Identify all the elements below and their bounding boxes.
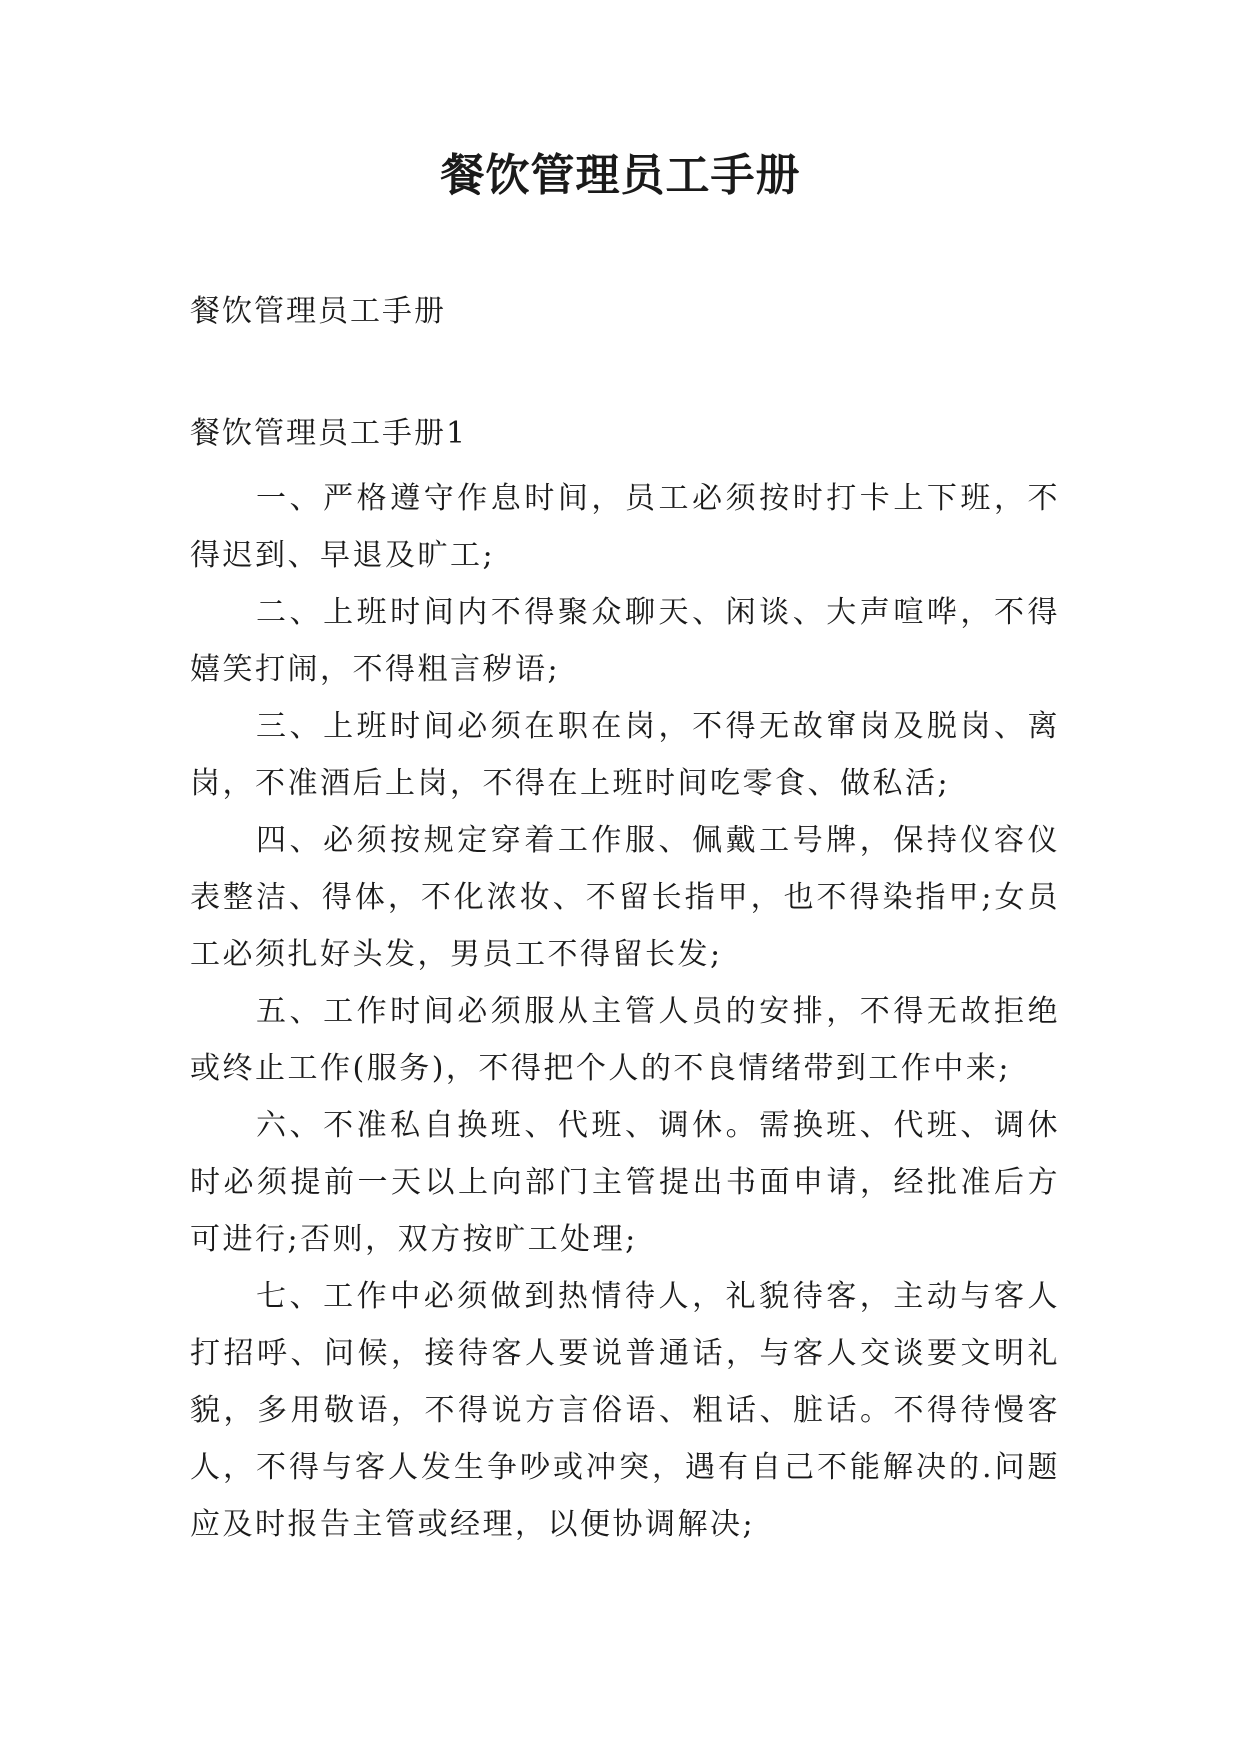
document-body <box>190 470 1060 1553</box>
rule-paragraph-7: 七、工作中必须做到热情待人，礼貌待客，主动与客人打招呼、问候，接待客人要说普通话，与客人交谈要文明礼貌，多用敬语，不得说方言俗语、粗话、脏话。不得待慢客人，不得与客人发生争吵或冲突，遇有自己不能解决的.问题应及时报告主管或经理，以便协调解决; <box>190 1279 1060 1542</box>
rule-paragraph-1: 一、严格遵守作息时间，员工必须按时打卡上下班，不得迟到、早退及旷工; <box>190 481 1060 573</box>
rule-paragraph-3: 三、上班时间必须在职在岗，不得无故窜岗及脱岗、离岗，不准酒后上岗，不得在上班时间吃零食、做私活; <box>190 709 1060 801</box>
rule-paragraph-5: 五、工作时间必须服从主管人员的安排，不得无故拒绝或终止工作(服务)，不得把个人的不良情绪带到工作中来; <box>190 994 1060 1086</box>
rule-paragraph-2: 二、上班时间内不得聚众聊天、闲谈、大声喧哗，不得嬉笑打闹，不得粗言秽语; <box>190 595 1060 687</box>
document-title: 餐饮管理员工手册 <box>440 150 801 201</box>
rule-paragraph-6: 六、不准私自换班、代班、调休。需换班、代班、调休时必须提前一天以上向部门主管提出书面申请，经批准后方可进行;否则，双方按旷工处理; <box>190 1108 1060 1257</box>
document-subtitle: 餐饮管理员工手册 <box>190 294 446 329</box>
section-heading: 餐饮管理员工手册1 <box>190 416 468 451</box>
rule-paragraph-4: 四、必须按规定穿着工作服、佩戴工号牌，保持仪容仪表整洁、得体，不化浓妆、不留长指甲，也不得染指甲;女员工必须扎好头发，男员工不得留长发; <box>190 823 1060 972</box>
